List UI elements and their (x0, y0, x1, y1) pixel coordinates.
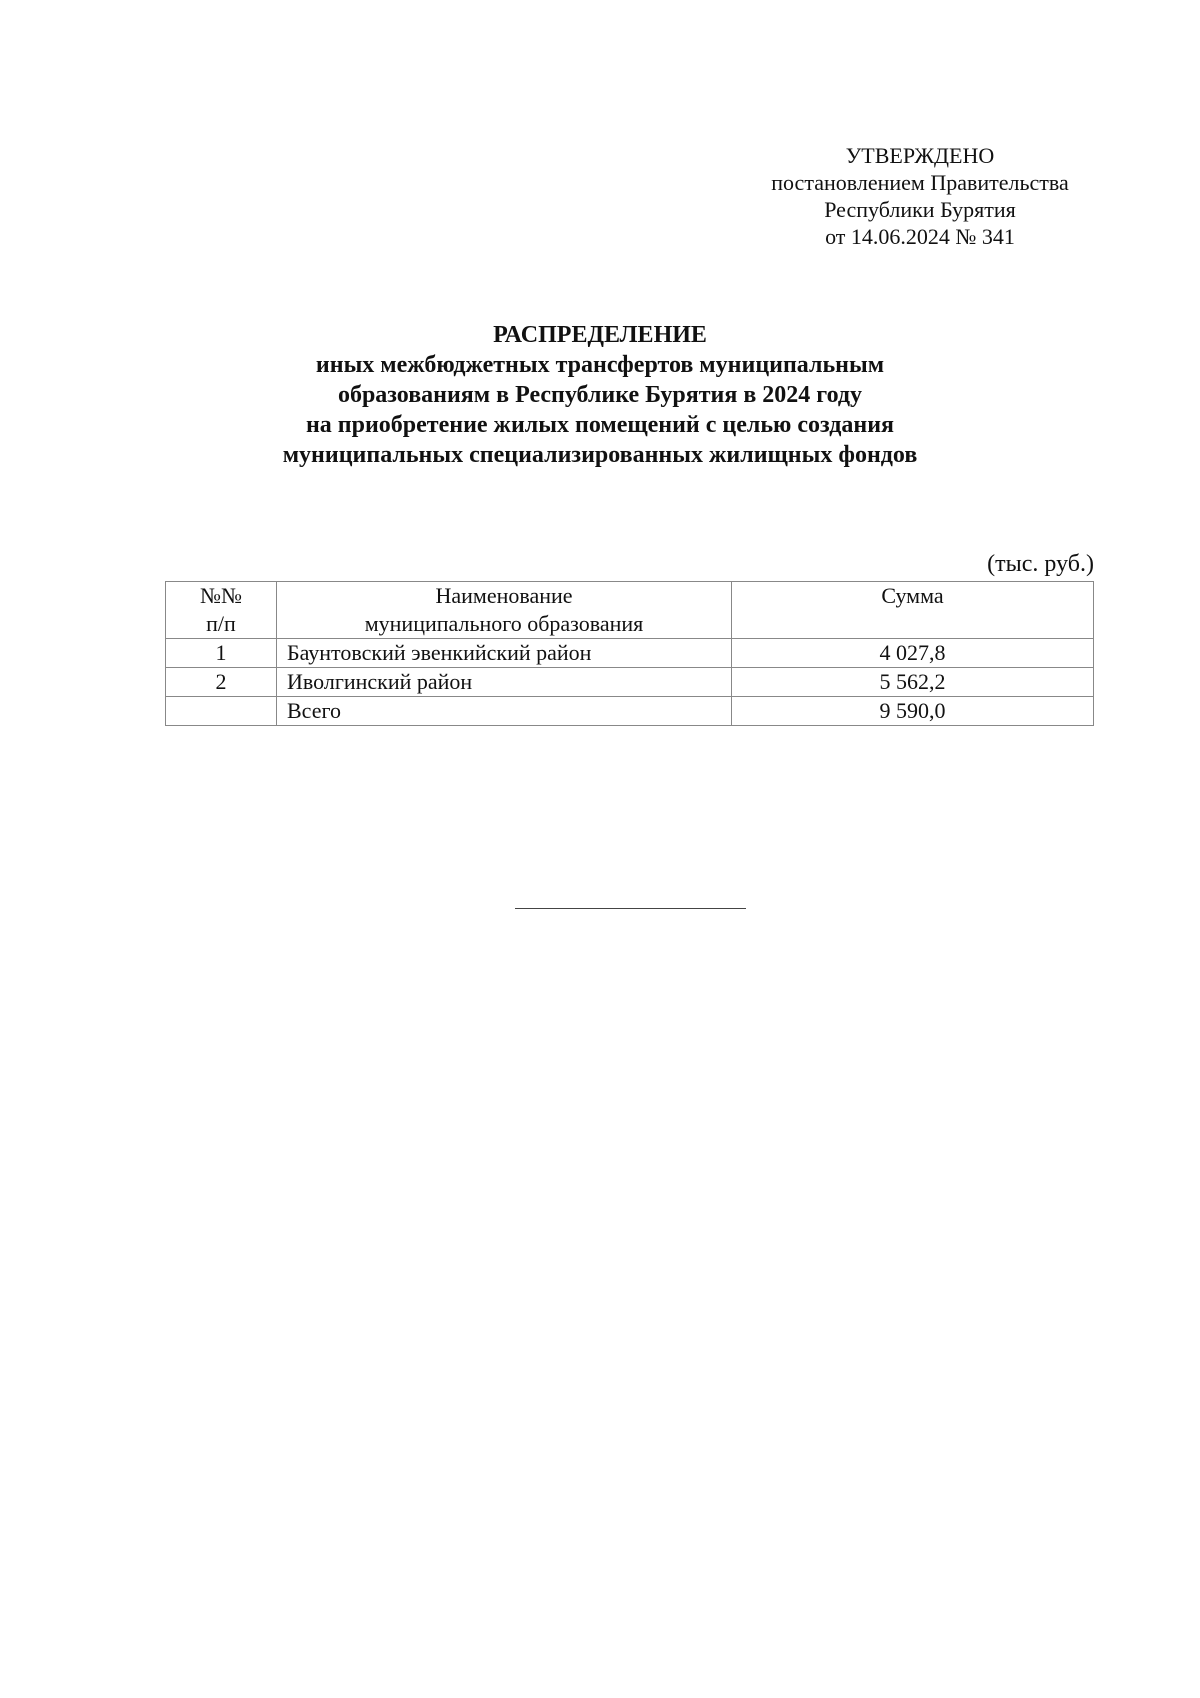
header-sum: Сумма (732, 582, 1094, 639)
approval-stamp (740, 142, 1100, 250)
approval-line: Республики Бурятия (824, 197, 1016, 222)
row-name: Иволгинский район (277, 668, 732, 697)
row-sum: 5 562,2 (732, 668, 1094, 697)
header-number-line: №№ (200, 583, 242, 608)
row-name: Баунтовский эвенкийский район (277, 639, 732, 668)
table-row (166, 639, 1094, 668)
row-number (166, 697, 277, 726)
header-number (166, 582, 277, 639)
distribution-table (165, 581, 1094, 726)
approval-line: постановлением Правительства (771, 170, 1069, 195)
table-body (166, 639, 1094, 726)
row-name-total: Всего (277, 697, 732, 726)
document-title (150, 320, 1050, 470)
table-total-row (166, 697, 1094, 726)
table-header (166, 582, 1094, 639)
approval-heading: УТВЕРЖДЕНО (845, 143, 995, 168)
title-line: муниципальных специализированных жилищных фондов (282, 442, 918, 468)
header-name (277, 582, 732, 639)
row-sum: 4 027,8 (732, 639, 1094, 668)
title-line: на приобретение жилых помещений с целью создания (305, 412, 895, 438)
header-number-line: п/п (206, 611, 236, 636)
header-name-line: Наименование (435, 583, 573, 608)
table-header-row (166, 582, 1094, 639)
end-divider-line (515, 908, 746, 909)
units-label: (тыс. руб.) (987, 551, 1094, 577)
title-line: иных межбюджетных трансфертов муниципальным (315, 352, 885, 378)
title-heading: РАСПРЕДЕЛЕНИЕ (493, 322, 707, 348)
header-name-line: муниципального образования (364, 611, 644, 636)
row-number: 1 (166, 639, 277, 668)
title-line: образованиям в Республике Бурятия в 2024 году (337, 382, 863, 408)
row-number: 2 (166, 668, 277, 697)
table-row (166, 668, 1094, 697)
row-sum-total: 9 590,0 (732, 697, 1094, 726)
approval-date-number: от 14.06.2024 № 341 (825, 224, 1015, 249)
